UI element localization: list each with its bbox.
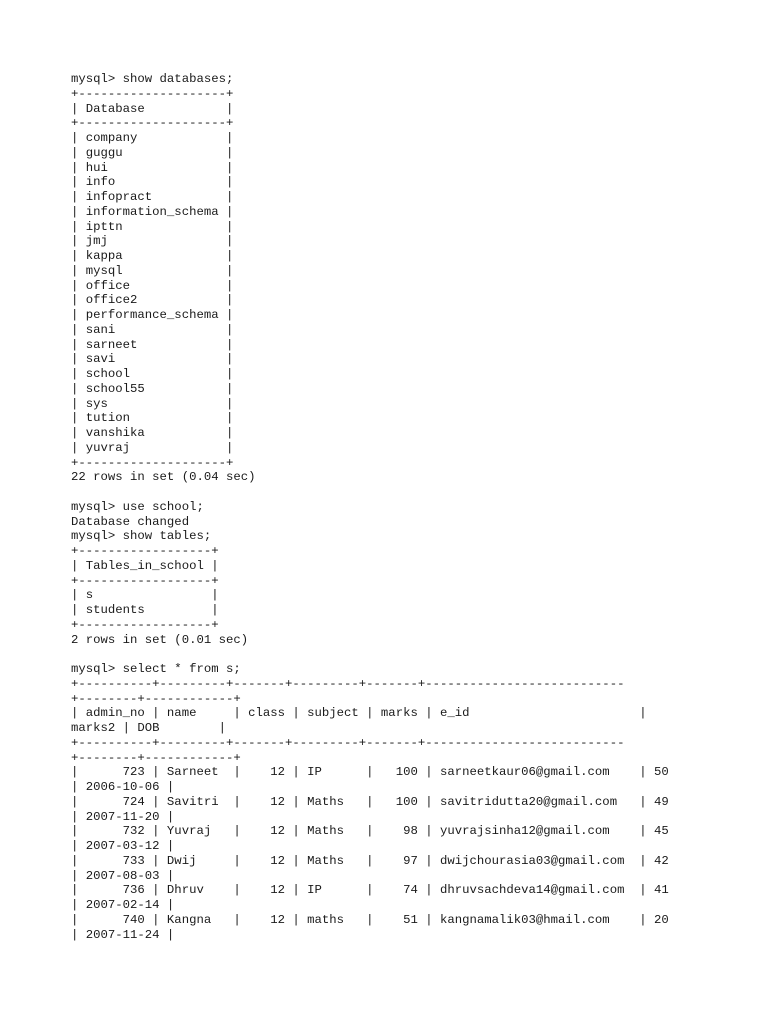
terminal-line: | performance_schema | [71, 308, 234, 322]
terminal-line [71, 485, 761, 500]
terminal-line: mysql> use school; [71, 499, 204, 514]
terminal-line: | 2007-11-24 | [71, 927, 175, 942]
terminal-line: | Tables_in_school | [71, 558, 219, 573]
terminal-line: | 736 | Dhruv | 12 | IP | 74 | dhruvsachdeva14@gmail.com | 41 [71, 883, 669, 898]
terminal-line: | jmj | [71, 234, 234, 249]
terminal-line: | 2007-08-03 | [71, 868, 175, 883]
terminal-line: marks2 | DOB | [71, 721, 226, 735]
terminal-line: | 733 | Dwij | 12 | Maths | 97 | dwijchourasia03@gmail.com | 42 [71, 853, 669, 868]
terminal-line: | 723 | Sarneet | 12 | IP | 100 | sarneetkaur06@gmail.com | 50 [71, 765, 669, 780]
terminal-line: +------------------+ [71, 544, 219, 558]
terminal-line: | yuvraj | [71, 440, 234, 455]
terminal-line: | information_schema | [71, 204, 234, 219]
terminal-line: | 2007-11-20 | [71, 809, 175, 824]
terminal-line: | tution | [71, 411, 234, 426]
terminal-line: | sys | [71, 396, 234, 411]
terminal-line: | 2007-02-14 | [71, 898, 175, 912]
terminal-line: | office2 | [71, 293, 234, 308]
terminal-line: +--------------------+ [71, 86, 234, 101]
terminal-line: 22 rows in set (0.04 sec) [71, 470, 256, 485]
terminal-line: | admin_no | name | class | subject | marks | e_id | [71, 706, 647, 721]
terminal-line: mysql> select * from s; [71, 662, 241, 676]
terminal-line: | sani | [71, 322, 234, 337]
terminal-line: | 2006-10-06 | [71, 780, 175, 794]
terminal-line: | mysql | [71, 263, 234, 278]
terminal-line: | 724 | Savitri | 12 | Maths | 100 | savitridutta20@gmail.com | 49 [71, 794, 669, 809]
terminal-output [71, 72, 761, 942]
terminal-line: +--------+------------+ [71, 691, 241, 706]
terminal-line: | hui | [71, 160, 234, 175]
terminal-line: | 740 | Kangna | 12 | maths | 51 | kangnamalik03@hmail.com | 20 [71, 912, 669, 927]
terminal-line: 2 rows in set (0.01 sec) [71, 632, 249, 647]
terminal-line: | ipttn | [71, 219, 234, 234]
terminal-line: | Database | [71, 101, 234, 116]
terminal-line: | infopract | [71, 190, 234, 204]
terminal-line: | company | [71, 131, 234, 145]
terminal-line: | school | [71, 367, 234, 381]
terminal-line: +------------------+ [71, 617, 219, 632]
terminal-line: +--------+------------+ [71, 750, 241, 765]
terminal-line: | students | [71, 603, 219, 617]
terminal-line: | office | [71, 278, 234, 293]
terminal-line: +--------------------+ [71, 116, 234, 131]
terminal-line: | savi | [71, 352, 234, 367]
terminal-line: | 732 | Yuvraj | 12 | Maths | 98 | yuvrajsinha12@gmail.com | 45 [71, 824, 669, 839]
terminal-line: Database changed [71, 514, 190, 529]
terminal-line: | sarneet | [71, 337, 234, 352]
terminal-line: | 2007-03-12 | [71, 839, 175, 853]
terminal-line: | vanshika | [71, 426, 234, 440]
terminal-line [71, 647, 761, 662]
terminal-line: +--------------------+ [71, 455, 234, 470]
terminal-line: | guggu | [71, 145, 234, 160]
terminal-line: | school55 | [71, 381, 234, 396]
terminal-line: | info | [71, 175, 234, 190]
terminal-line: mysql> show databases; [71, 72, 234, 86]
terminal-line: +----------+---------+-------+---------+-------+--------------------------- [71, 676, 625, 691]
terminal-line: | s | [71, 588, 219, 603]
terminal-line: | kappa | [71, 249, 234, 263]
terminal-line: +------------------+ [71, 573, 219, 588]
terminal-line: mysql> show tables; [71, 529, 212, 544]
terminal-line: +----------+---------+-------+---------+-------+--------------------------- [71, 735, 625, 750]
